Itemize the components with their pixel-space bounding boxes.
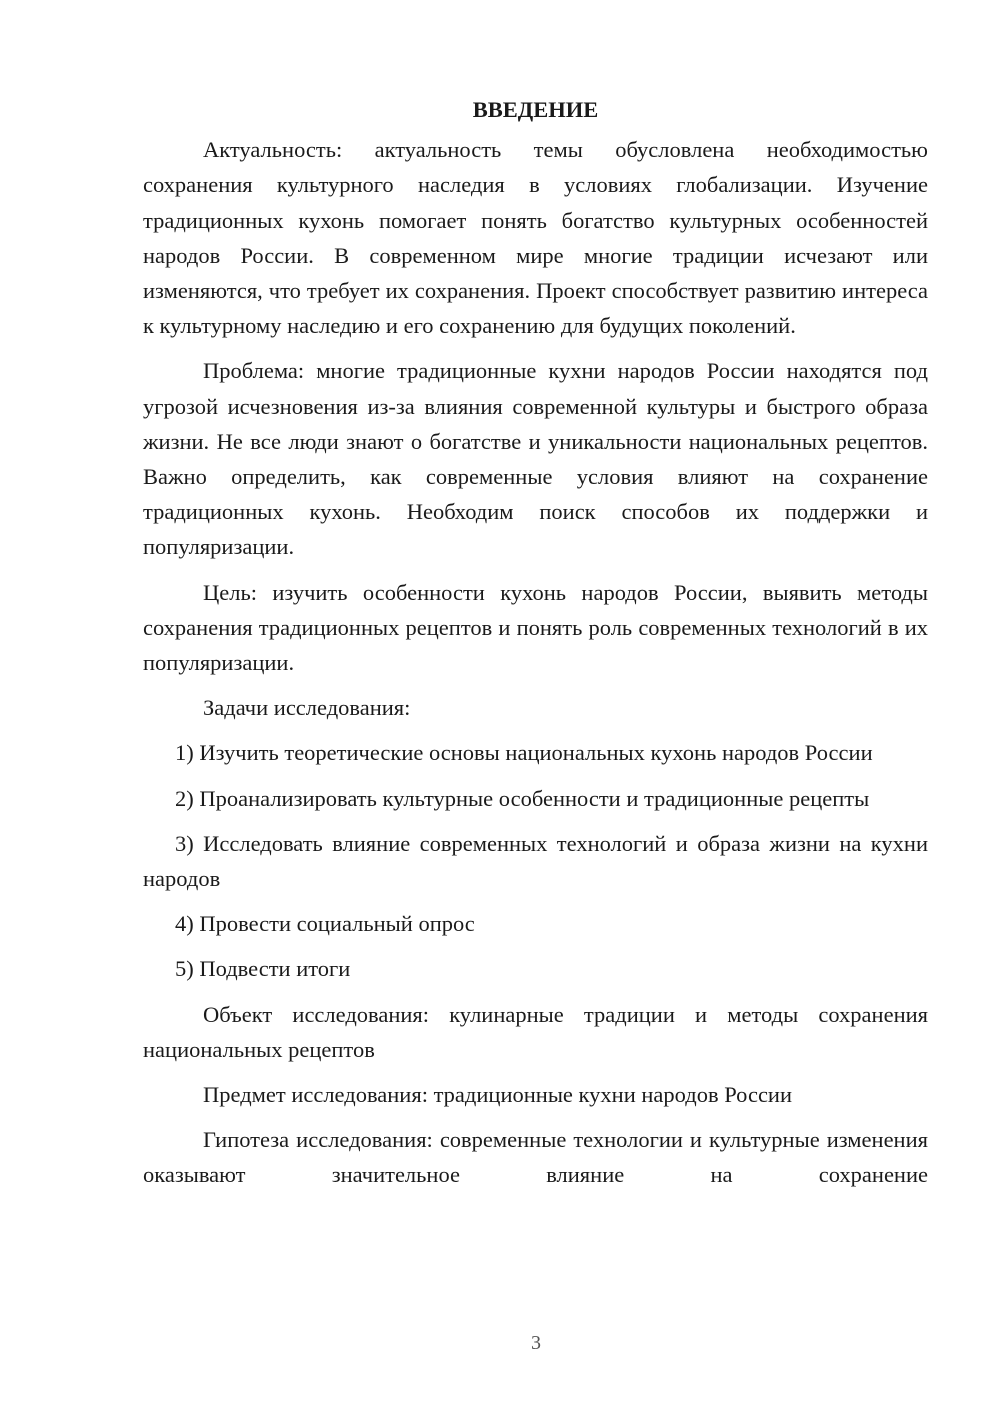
section-title: ВВЕДЕНИЕ <box>472 97 599 122</box>
object-paragraph: Объект исследования: кулинарные традиции и методы сохранения национальных рецептов <box>143 1001 928 1062</box>
tasks-label: Задачи исследования: <box>203 695 411 721</box>
task-item: 3) Исследовать влияние современных технологий и образа жизни на кухни народов <box>143 830 928 892</box>
goal-paragraph: Цель: изучить особенности кухонь народов России, выявить методы сохранения традиционных рецептов и понять роль современных технологий в их популяризации. <box>143 579 928 676</box>
document-page <box>143 92 928 1193</box>
task-item: 2) Проанализировать культурные особенности и традиционные рецепты <box>175 785 870 811</box>
task-item: 1) Изучить теоретические основы национальных кухонь народов России <box>175 740 873 766</box>
tasks-list <box>143 735 928 986</box>
hypothesis-paragraph: Гипотеза исследования: современные технологии и культурные изменения оказывают значительное влияние на сохранение <box>143 1127 928 1188</box>
problem-paragraph: Проблема: многие традиционные кухни народов России находятся под угрозой исчезновения из-за влияния современной культуры и быстрого образа жизни. Не все люди знают о богатстве и уникальности национальных рецептов. Важно определить, как современные условия влияют на сохранение традиционных кухонь. Необходим поиск способов их поддержки и популяризации. <box>143 358 928 560</box>
task-item: 4) Провести социальный опрос <box>175 911 475 937</box>
subject-paragraph: Предмет исследования: традиционные кухни народов России <box>203 1082 793 1108</box>
relevance-paragraph: Актуальность: актуальность темы обусловлена необходимостью сохранения культурного наследия в условиях глобализации. Изучение традиционных кухонь помогает понять богатство культурных особенностей народов России. В современном мире многие традиции исчезают или изменяются, что требует их сохранения. Проект способствует развитию интереса к культурному наследию и его сохранению для будущих поколений. <box>143 137 928 339</box>
page-number: 3 <box>531 1332 541 1354</box>
task-item: 5) Подвести итоги <box>175 956 351 982</box>
